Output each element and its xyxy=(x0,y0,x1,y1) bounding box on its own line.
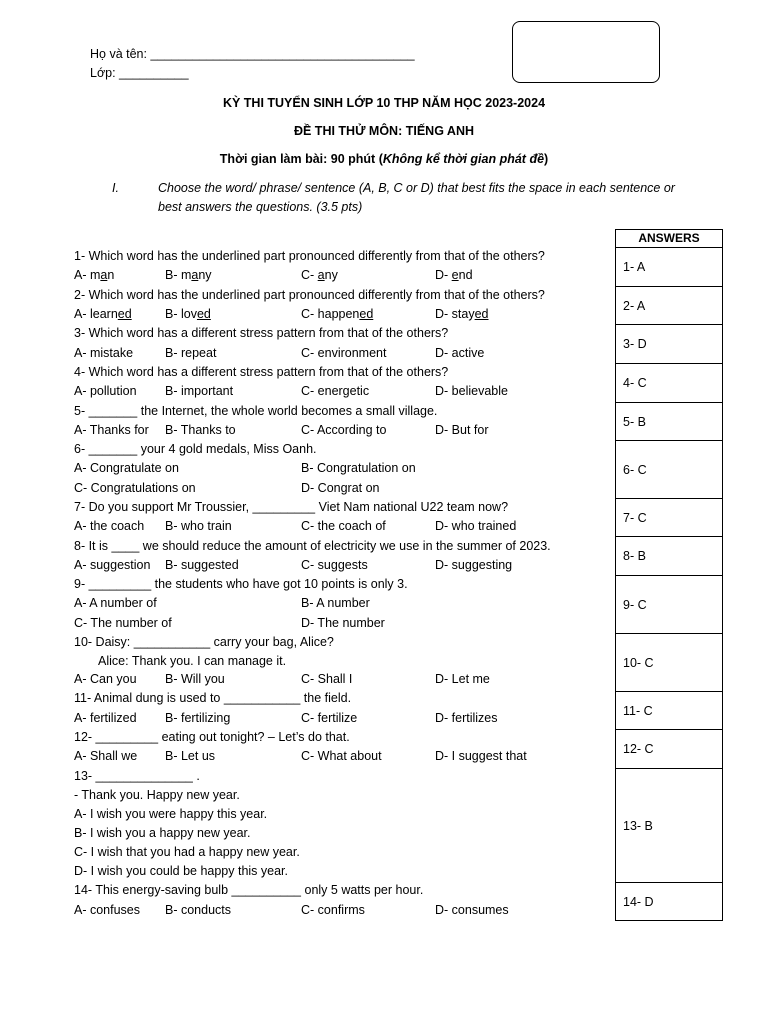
answer-7: 7- C xyxy=(623,510,647,525)
answer-2: 2- A xyxy=(623,298,646,313)
question-5-stem: 5- _______ the Internet, the whole world becomes a small village. xyxy=(74,404,438,418)
question-7-stem: 7- Do you support Mr Troussier, _________ Viet Nam national U22 team now? xyxy=(74,500,509,514)
option-a: A- learned xyxy=(74,307,132,321)
question-1-stem: 1- Which word has the underlined part pronounced differently from that of the others? xyxy=(74,249,545,263)
answer-cell xyxy=(615,403,723,441)
option-c: C- Shall I xyxy=(301,672,353,686)
answer-10: 10- C xyxy=(623,655,654,670)
answer-cell xyxy=(615,499,723,537)
option-a: A- Thanks for xyxy=(74,423,149,437)
answer-3: 3- D xyxy=(623,337,647,351)
answer-cell xyxy=(615,537,723,576)
option-a: A- Congratulate on xyxy=(74,461,179,475)
question-3-stem: 3- Which word has a different stress pattern from that of the others? xyxy=(74,326,449,340)
option-a: A- mistake xyxy=(74,346,134,360)
answer-5: 5- B xyxy=(623,414,646,429)
option-d: D- I suggest that xyxy=(435,749,527,763)
section-instruction-line1: Choose the word/ phrase/ sentence (A, B, C or D) that best fits the space in each sentence or xyxy=(158,181,675,195)
answer-1: 1- A xyxy=(623,260,646,274)
option-a: A- suggestion xyxy=(74,558,151,572)
answer-9: 9- C xyxy=(623,597,647,612)
option-a: A- A number of xyxy=(74,596,157,610)
score-box xyxy=(512,21,660,83)
option-d: D- who trained xyxy=(435,519,517,533)
option-c: C- Congratulations on xyxy=(74,481,196,495)
option-d: D- believable xyxy=(435,384,508,398)
option-c: C- suggests xyxy=(301,558,368,572)
question-12-stem: 12- _________ eating out tonight? – Let’s do that. xyxy=(74,730,350,744)
question-10-reply: Alice: Thank you. I can manage it. xyxy=(98,654,287,668)
option-d: D- Congrat on xyxy=(301,481,380,495)
option-b: B- loved xyxy=(165,307,211,321)
option-d: D- suggesting xyxy=(435,558,513,572)
option-d: D- The number xyxy=(301,616,385,630)
option-b: B- A number xyxy=(301,596,370,610)
answer-12: 12- C xyxy=(623,742,654,756)
option-d: D- fertilizes xyxy=(435,711,498,725)
section-instruction-line2: best answers the questions. (3.5 pts) xyxy=(158,200,363,214)
answer-4: 4- C xyxy=(623,376,647,390)
option-c: C- According to xyxy=(301,423,387,437)
answer-cell xyxy=(615,692,723,730)
question-10-stem: 10- Daisy: ___________ carry your bag, Alice? xyxy=(74,635,334,649)
option-b: B- fertilizing xyxy=(165,711,231,725)
option-b: B- Will you xyxy=(165,672,225,686)
question-13-stem: 13- ______________ . xyxy=(74,769,200,783)
question-8-stem: 8- It is ____ we should reduce the amount of electricity we use in the summer of 2023. xyxy=(74,539,551,553)
option-c: C- happened xyxy=(301,307,374,321)
option-a: A- confuses xyxy=(74,903,141,917)
option-c: C- The number of xyxy=(74,616,172,630)
option-c: C- any xyxy=(301,268,338,282)
option-d: D- stayed xyxy=(435,307,489,321)
option-d: D- But for xyxy=(435,423,489,437)
option-d: D- active xyxy=(435,346,485,360)
option-d: D- end xyxy=(435,268,473,282)
answer-14: 14- D xyxy=(623,894,654,909)
answer-cell xyxy=(615,769,723,883)
answers-table xyxy=(615,229,723,921)
answer-13: 13- B xyxy=(623,818,653,833)
answer-cell xyxy=(615,883,723,921)
option-c: C- energetic xyxy=(301,384,370,398)
question-11-stem: 11- Animal dung is used to ___________ the field. xyxy=(74,691,352,705)
exam-title: KỲ THI TUYỂN SINH LỚP 10 THP NĂM HỌC 2023-2024 xyxy=(222,96,546,110)
option-a: A- Shall we xyxy=(74,749,138,763)
option-c: C- confirms xyxy=(301,903,365,917)
answer-6: 6- C xyxy=(623,462,647,477)
answer-cell xyxy=(615,325,723,364)
option-b: B- Let us xyxy=(165,749,216,763)
question-13-option-a: A- I wish you were happy this year. xyxy=(74,807,268,821)
option-d: D- Let me xyxy=(435,672,490,686)
class-field-label: Lớp: __________ xyxy=(90,66,189,80)
option-b: B- repeat xyxy=(165,346,217,360)
option-b: B- Thanks to xyxy=(165,423,236,437)
question-13-option-d: D- I wish you could be happy this year. xyxy=(74,864,289,878)
option-b: B- many xyxy=(165,268,212,282)
question-13-option-c: C- I wish that you had a happy new year. xyxy=(74,845,300,859)
option-c: C- What about xyxy=(301,749,382,763)
question-13-option-b: B- I wish you a happy new year. xyxy=(74,826,251,840)
option-b: B- suggested xyxy=(165,558,239,572)
exam-subject: ĐỀ THI THỬ MÔN: TIẾNG ANH xyxy=(293,124,475,138)
option-b: B- Congratulation on xyxy=(301,461,416,475)
exam-time: Thời gian làm bài: 90 phút (Không kể thời gian phát đề) xyxy=(219,152,549,166)
option-a: A- fertilized xyxy=(74,711,137,725)
answer-cell xyxy=(615,441,723,499)
answer-cell xyxy=(615,730,723,769)
option-b: B- important xyxy=(165,384,234,398)
question-9-stem: 9- _________ the students who have got 10 points is only 3. xyxy=(74,577,408,591)
option-a: A- man xyxy=(74,268,115,282)
option-b: B- conducts xyxy=(165,903,232,917)
question-2-stem: 2- Which word has the underlined part pronounced differently from that of the others? xyxy=(74,288,545,302)
answer-cell xyxy=(615,634,723,692)
answer-cell xyxy=(615,248,723,287)
section-number: I. xyxy=(112,181,119,195)
option-c: C- environment xyxy=(301,346,387,360)
question-6-stem: 6- _______ your 4 gold medals, Miss Oanh. xyxy=(74,442,317,456)
option-a: A- the coach xyxy=(74,519,145,533)
option-a: A- Can you xyxy=(74,672,137,686)
option-c: C- the coach of xyxy=(301,519,386,533)
question-4-stem: 4- Which word has a different stress pattern from that of the others? xyxy=(74,365,449,379)
option-b: B- who train xyxy=(165,519,232,533)
option-a: A- pollution xyxy=(74,384,137,398)
question-13-reply: - Thank you. Happy new year. xyxy=(74,788,240,802)
question-14-stem: 14- This energy-saving bulb __________ only 5 watts per hour. xyxy=(74,883,424,897)
answer-11: 11- C xyxy=(623,703,653,718)
option-d: D- consumes xyxy=(435,903,509,917)
name-field-label: Họ và tên: ______________________________________ xyxy=(90,47,415,61)
answer-cell xyxy=(615,576,723,634)
option-c: C- fertilize xyxy=(301,711,358,725)
answer-cell xyxy=(615,287,723,325)
answer-cell xyxy=(615,364,723,403)
answer-8: 8- B xyxy=(623,549,646,563)
answers-header: ANSWERS xyxy=(615,229,723,248)
